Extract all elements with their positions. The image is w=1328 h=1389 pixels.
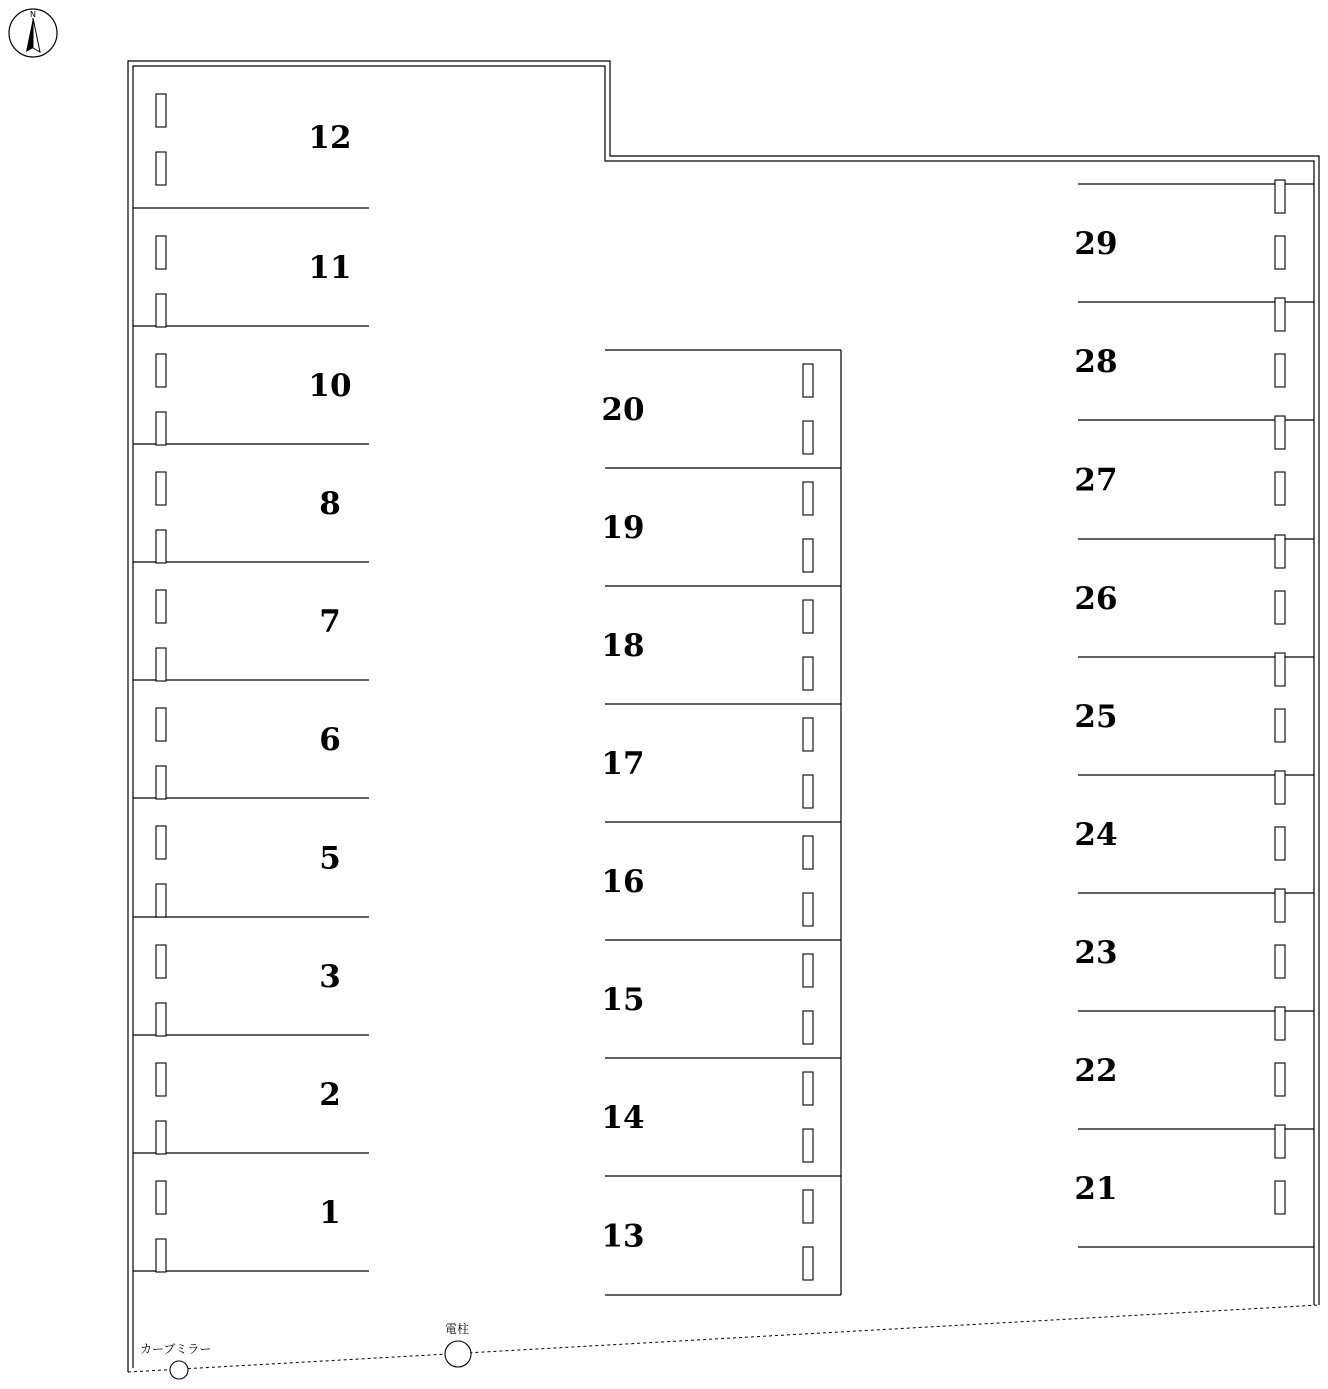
wheel-stop bbox=[156, 236, 166, 269]
wheel-stop bbox=[803, 954, 813, 987]
parking-stall-26[interactable] bbox=[1074, 535, 1285, 624]
curve-mirror bbox=[140, 1342, 211, 1379]
wheel-stop bbox=[156, 1181, 166, 1214]
wheel-stop bbox=[156, 354, 166, 387]
wheel-stop bbox=[803, 482, 813, 515]
stall-number: 22 bbox=[1074, 1053, 1118, 1089]
wheel-stop bbox=[803, 836, 813, 869]
wheel-stop bbox=[1275, 653, 1285, 686]
compass-label: N bbox=[30, 10, 36, 19]
parking-stall-7[interactable] bbox=[156, 590, 341, 681]
parking-stall-25[interactable] bbox=[1074, 653, 1285, 742]
parking-stall-19[interactable] bbox=[601, 482, 813, 572]
wheel-stop bbox=[1275, 1181, 1285, 1214]
stall-number: 24 bbox=[1074, 817, 1118, 853]
parking-stalls bbox=[133, 94, 1314, 1295]
north-arrow-icon bbox=[9, 9, 57, 57]
stall-number: 5 bbox=[319, 840, 341, 877]
parking-stall-14[interactable] bbox=[601, 1072, 813, 1162]
parking-stall-1[interactable] bbox=[156, 1181, 341, 1272]
wheel-stop bbox=[803, 775, 813, 808]
stall-number: 19 bbox=[601, 510, 645, 546]
wheel-stop bbox=[1275, 1007, 1285, 1040]
wheel-stop bbox=[1275, 236, 1285, 269]
stall-number: 2 bbox=[319, 1077, 341, 1113]
wheel-stop bbox=[803, 600, 813, 633]
wheel-stop bbox=[803, 1011, 813, 1044]
wheel-stop bbox=[803, 421, 813, 454]
parking-stall-2[interactable] bbox=[156, 1063, 341, 1154]
wheel-stop bbox=[803, 1129, 813, 1162]
stall-column-left bbox=[133, 94, 369, 1272]
parking-stall-24[interactable] bbox=[1074, 771, 1285, 860]
wheel-stop bbox=[1275, 298, 1285, 331]
wheel-stop bbox=[1275, 416, 1285, 449]
parking-stall-22[interactable] bbox=[1074, 1007, 1285, 1096]
stall-number: 16 bbox=[601, 864, 645, 900]
road-edge-line bbox=[128, 1305, 1319, 1372]
wheel-stop bbox=[1275, 771, 1285, 804]
parking-stall-11[interactable] bbox=[156, 236, 352, 327]
parking-stall-20[interactable] bbox=[601, 364, 813, 454]
wheel-stop bbox=[1275, 1125, 1285, 1158]
stall-number: 20 bbox=[601, 392, 645, 428]
wheel-stop bbox=[156, 294, 166, 327]
wheel-stop bbox=[1275, 591, 1285, 624]
stall-number: 15 bbox=[601, 982, 645, 1018]
wheel-stop bbox=[1275, 709, 1285, 742]
parking-stall-3[interactable] bbox=[156, 945, 341, 1036]
parking-stall-17[interactable] bbox=[601, 718, 813, 808]
wheel-stop bbox=[803, 1072, 813, 1105]
lot-boundary bbox=[128, 61, 1319, 1372]
parking-stall-16[interactable] bbox=[601, 836, 813, 926]
stall-number: 29 bbox=[1074, 226, 1118, 262]
wheel-stop bbox=[803, 364, 813, 397]
stall-number: 12 bbox=[308, 120, 352, 156]
wheel-stop bbox=[803, 539, 813, 572]
wheel-stop bbox=[156, 826, 166, 859]
parking-stall-12[interactable] bbox=[156, 94, 352, 185]
utility-pole-label: 電柱 bbox=[445, 1322, 470, 1336]
stall-number: 3 bbox=[319, 959, 341, 995]
parking-stall-5[interactable] bbox=[156, 826, 341, 917]
parking-stall-10[interactable] bbox=[156, 354, 352, 445]
parking-stall-29[interactable] bbox=[1074, 180, 1285, 269]
wheel-stop bbox=[1275, 1063, 1285, 1096]
utility-pole-icon bbox=[445, 1341, 471, 1367]
stall-number: 17 bbox=[601, 746, 645, 782]
wheel-stop bbox=[1275, 180, 1285, 213]
stall-number: 10 bbox=[308, 368, 352, 404]
parking-stall-13[interactable] bbox=[601, 1190, 813, 1280]
wheel-stop bbox=[156, 472, 166, 505]
wheel-stop bbox=[156, 766, 166, 799]
curve-mirror-label: カーブミラー bbox=[140, 1342, 212, 1356]
stall-number: 26 bbox=[1074, 581, 1118, 617]
parking-stall-21[interactable] bbox=[1074, 1125, 1285, 1214]
wheel-stop bbox=[1275, 535, 1285, 568]
wheel-stop bbox=[803, 657, 813, 690]
curve-mirror-icon bbox=[170, 1361, 188, 1379]
wheel-stop bbox=[156, 1121, 166, 1154]
wheel-stop bbox=[156, 708, 166, 741]
stall-number: 1 bbox=[319, 1195, 341, 1231]
stall-number: 28 bbox=[1074, 344, 1118, 380]
utility-pole bbox=[445, 1321, 471, 1367]
wheel-stop bbox=[803, 1190, 813, 1223]
stall-number: 21 bbox=[1074, 1171, 1118, 1207]
wheel-stop bbox=[156, 884, 166, 917]
wheel-stop bbox=[156, 412, 166, 445]
wheel-stop bbox=[156, 1063, 166, 1096]
parking-stall-8[interactable] bbox=[156, 472, 341, 563]
parking-stall-6[interactable] bbox=[156, 708, 341, 799]
wheel-stop bbox=[1275, 354, 1285, 387]
stall-number: 18 bbox=[601, 628, 645, 664]
parking-stall-23[interactable] bbox=[1074, 889, 1285, 978]
stall-number: 7 bbox=[319, 604, 341, 640]
stall-column-right bbox=[1074, 180, 1314, 1247]
wheel-stop bbox=[1275, 889, 1285, 922]
wheel-stop bbox=[156, 590, 166, 623]
wheel-stop bbox=[1275, 827, 1285, 860]
stall-number: 25 bbox=[1074, 699, 1118, 735]
wheel-stop bbox=[156, 945, 166, 978]
wheel-stop bbox=[156, 530, 166, 563]
stall-number: 14 bbox=[601, 1100, 645, 1136]
wheel-stop bbox=[1275, 472, 1285, 505]
wheel-stop bbox=[803, 893, 813, 926]
wheel-stop bbox=[1275, 945, 1285, 978]
stall-number: 13 bbox=[601, 1218, 645, 1255]
wheel-stop bbox=[803, 1247, 813, 1280]
stall-column-middle bbox=[601, 350, 841, 1295]
parking-stall-18[interactable] bbox=[601, 600, 813, 690]
parking-stall-28[interactable] bbox=[1074, 298, 1285, 387]
stall-number: 6 bbox=[319, 722, 341, 758]
stall-number: 23 bbox=[1074, 935, 1118, 971]
parking-stall-15[interactable] bbox=[601, 954, 813, 1044]
wheel-stop bbox=[156, 1239, 166, 1272]
wheel-stop bbox=[156, 94, 166, 127]
wheel-stop bbox=[156, 152, 166, 185]
parking-stall-27[interactable] bbox=[1074, 416, 1285, 505]
wheel-stop bbox=[803, 718, 813, 751]
stall-number: 27 bbox=[1074, 462, 1118, 499]
wheel-stop bbox=[156, 1003, 166, 1036]
wheel-stop bbox=[156, 648, 166, 681]
stall-number: 8 bbox=[319, 486, 341, 522]
stall-number: 11 bbox=[308, 250, 352, 286]
